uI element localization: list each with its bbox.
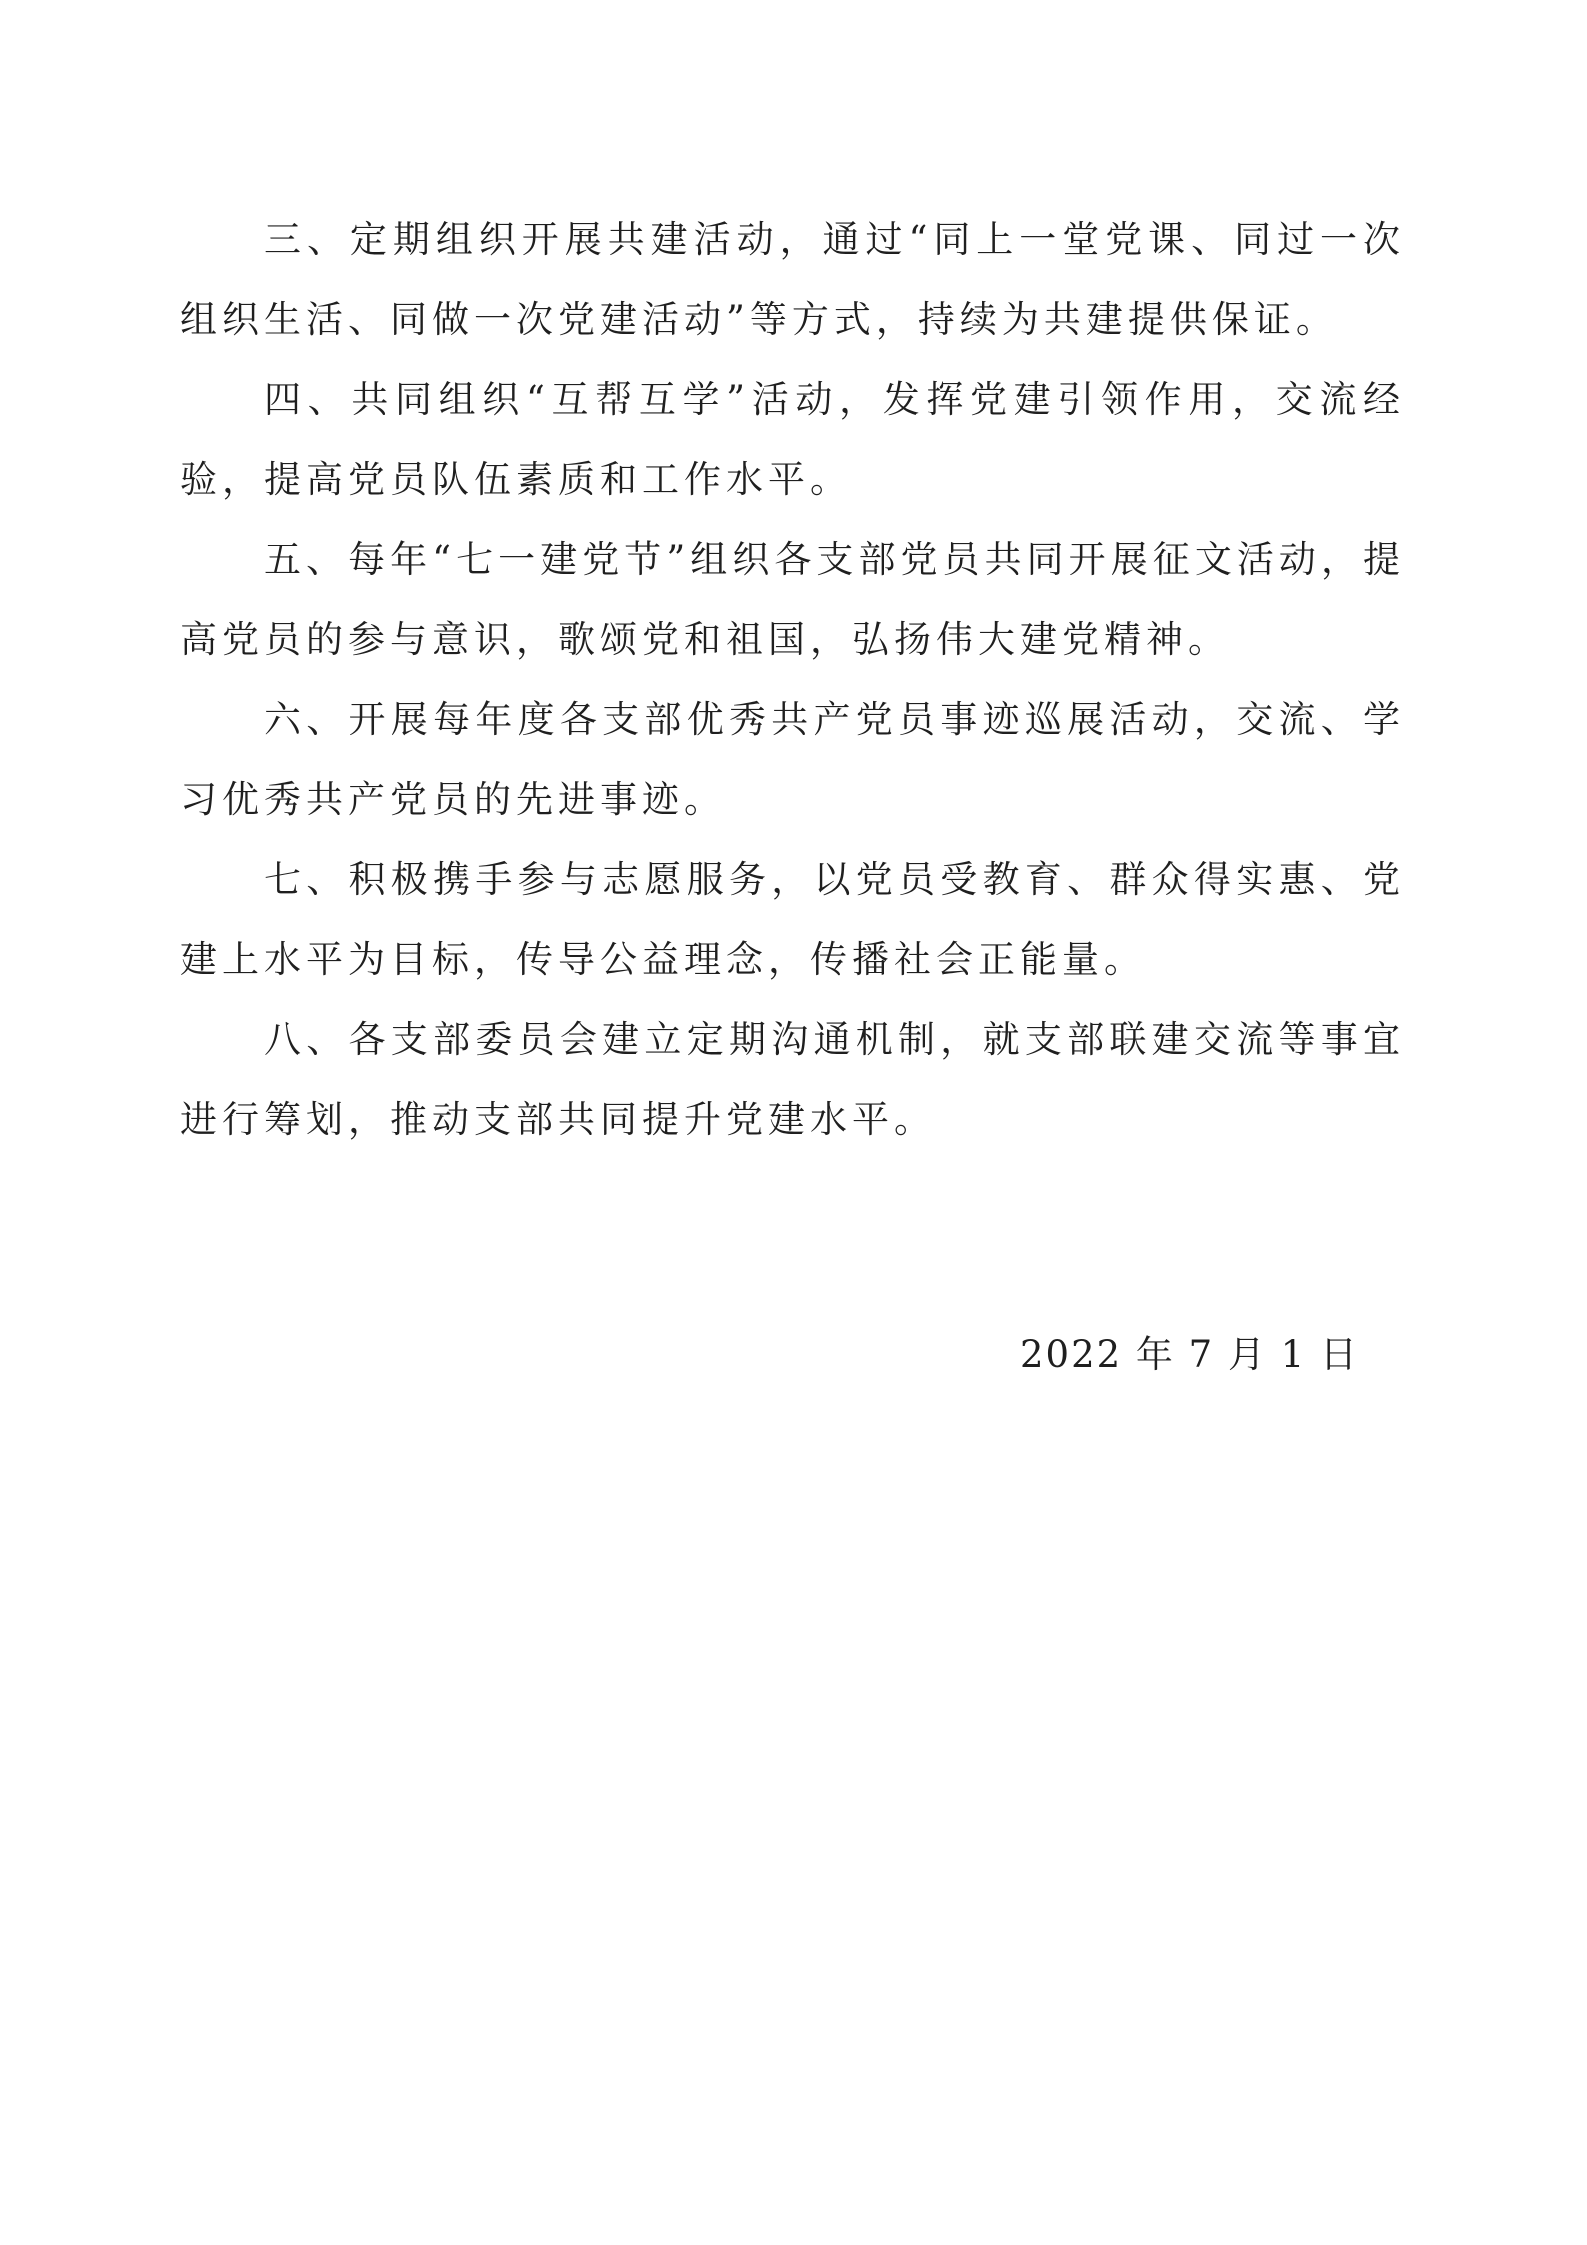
document-body bbox=[180, 200, 1405, 1160]
paragraph-item-5: 五、每年“七一建党节”组织各支部党员共同开展征文活动，提高党员的参与意识，歌颂党和祖国，弘扬伟大建党精神。 bbox=[180, 538, 1405, 661]
paragraph-item-7: 七、积极携手参与志愿服务，以党员受教育、群众得实惠、党建上水平为目标，传导公益理念，传播社会正能量。 bbox=[180, 858, 1405, 981]
paragraph-item-3: 三、定期组织开展共建活动，通过“同上一堂党课、同过一次组织生活、同做一次党建活动”等方式，持续为共建提供保证。 bbox=[180, 218, 1405, 341]
paragraph-item-6: 六、开展每年度各支部优秀共产党员事迹巡展活动，交流、学习优秀共产党员的先进事迹。 bbox=[180, 698, 1405, 821]
paragraph-item-4: 四、共同组织“互帮互学”活动，发挥党建引领作用，交流经验，提高党员队伍素质和工作水平。 bbox=[180, 378, 1405, 501]
document-date: 2022 年 7 月 1 日 bbox=[1020, 1333, 1360, 1376]
paragraph-item-8: 八、各支部委员会建立定期沟通机制，就支部联建交流等事宜进行筹划，推动支部共同提升党建水平。 bbox=[180, 1018, 1405, 1141]
